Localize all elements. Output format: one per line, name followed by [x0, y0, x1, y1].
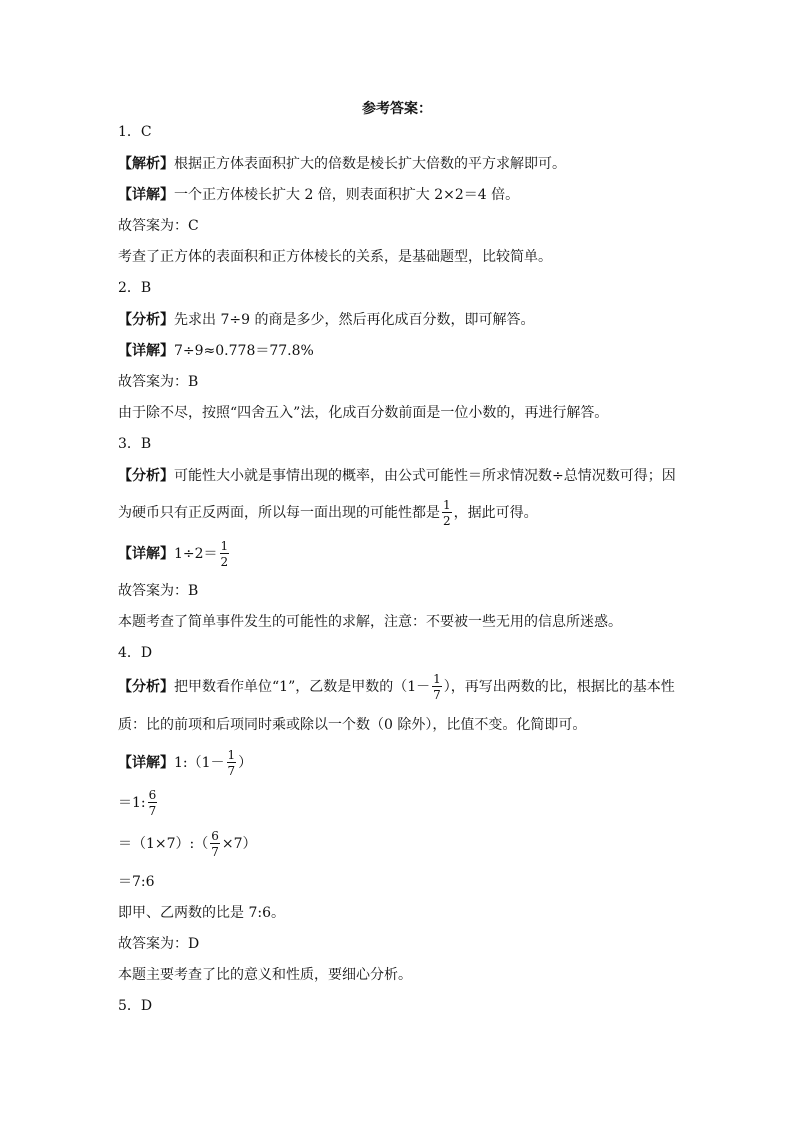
q2-detail-text: 7÷9≈0.778＝77.8%	[174, 343, 314, 359]
q4-step1-frac-den: 7	[227, 764, 236, 778]
q1-answer: 故答案为：C	[118, 218, 199, 234]
q3-detail-tag: 【详解】	[118, 546, 174, 562]
q4-detail-step1	[118, 746, 252, 780]
q1-detail-text: 一个正方体棱长扩大 2 倍，则表面积扩大 2×2＝4 倍。	[174, 187, 520, 203]
q3-analysis-frac-den: 2	[443, 514, 451, 528]
q3-detail-fraction	[220, 540, 230, 568]
q2-number: 2．B	[118, 280, 152, 296]
q3-note: 本题考查了简单事件发生的可能性的求解，注意：不要被一些无用的信息所迷惑。	[118, 614, 622, 630]
q4-step1-frac-num: 1	[227, 748, 236, 762]
q3-detail-frac-num: 1	[220, 539, 229, 553]
q2-detail	[118, 341, 314, 361]
q4-detail-tag: 【详解】	[118, 755, 174, 771]
q4-step3-fraction	[210, 830, 220, 858]
q2-analysis	[118, 310, 534, 330]
q4-analysis-fraction	[432, 673, 442, 701]
q1-analysis	[118, 154, 566, 174]
q2-note: 由于除不尽，按照“四舍五入”法，化成百分数前面是一位小数的，再进行解答。	[118, 405, 609, 421]
q1-detail	[118, 185, 519, 205]
q2-detail-tag: 【详解】	[118, 343, 174, 359]
q4-analysis-line1	[118, 670, 675, 704]
q1-analysis-text: 根据正方体表面积扩大的倍数是棱长扩大倍数的平方求解即可。	[174, 156, 566, 172]
q4-step2-frac-num: 6	[148, 788, 157, 802]
q4-number: 4．D	[118, 645, 153, 661]
q4-answer: 故答案为：D	[118, 936, 200, 952]
q4-detail-step4: ＝7:6	[118, 874, 155, 890]
q1-number: 1．C	[118, 124, 152, 140]
q4-step3-frac-num: 6	[211, 829, 219, 843]
q4-step2-frac-den: 7	[148, 804, 157, 818]
q2-analysis-text: 先求出 7÷9 的商是多少，然后再化成百分数，即可解答。	[174, 312, 535, 328]
q3-analysis-text1: 可能性大小就是事情出现的概率，由公式可能性＝所求情况数÷总情况数可得；因	[174, 468, 676, 484]
q3-detail-text: 1÷2＝	[174, 546, 218, 562]
q3-analysis-line1	[118, 466, 676, 486]
q4-analysis-text1: 把甲数看作单位“1”，乙数是甲数的（1－	[174, 679, 431, 695]
q4-step1-pre: 1:（1－	[174, 755, 225, 771]
q4-detail-step2	[118, 786, 159, 820]
q2-analysis-tag: 【分析】	[118, 312, 174, 328]
q4-analysis-tag: 【分析】	[118, 679, 174, 695]
q4-detail-step3	[118, 827, 257, 861]
q4-step1-fraction	[227, 749, 237, 777]
q4-step1-post: ）	[238, 755, 253, 771]
q5-number: 5．D	[118, 998, 153, 1014]
q3-analysis-tag: 【分析】	[118, 468, 174, 484]
q3-detail	[118, 537, 231, 571]
q4-note: 本题主要考查了比的意义和性质，要细心分析。	[118, 967, 412, 983]
q3-number: 3．B	[118, 436, 152, 452]
q4-step2-fraction	[148, 789, 158, 817]
q4-step3-post: ×7）	[221, 836, 257, 852]
q3-answer: 故答案为：B	[118, 583, 199, 599]
q4-analysis-text2: ），再写出两数的比，根据比的基本性	[443, 679, 675, 695]
q4-analysis-frac-den: 7	[433, 688, 441, 702]
q2-answer: 故答案为：B	[118, 374, 199, 390]
q3-detail-frac-den: 2	[220, 555, 229, 569]
q1-note: 考查了正方体的表面积和正方体棱长的关系，是基础题型，比较简单。	[118, 249, 552, 265]
q1-detail-tag: 【详解】	[118, 187, 174, 203]
q3-analysis-text3: ，据此可得。	[453, 505, 538, 521]
q4-step3-frac-den: 7	[211, 845, 219, 859]
q1-analysis-tag: 【解析】	[118, 156, 174, 172]
q4-step2-pre: ＝1:	[118, 795, 146, 811]
q4-step3-pre: ＝（1×7）:（	[118, 836, 209, 852]
q3-analysis-fraction	[442, 499, 452, 527]
q4-analysis-line2: 质：比的前项和后项同时乘或除以一个数（0 除外），比值不变。化简即可。	[118, 717, 587, 733]
q4-analysis-frac-num: 1	[433, 672, 441, 686]
q3-analysis-line2	[118, 496, 538, 530]
page-title: 参考答案：	[362, 101, 432, 117]
q3-analysis-text2: 为硬币只有正反两面，所以每一面出现的可能性都是	[118, 505, 440, 521]
q4-conclusion: 即甲、乙两数的比是 7:6。	[118, 905, 285, 921]
q3-analysis-frac-num: 1	[443, 498, 451, 512]
